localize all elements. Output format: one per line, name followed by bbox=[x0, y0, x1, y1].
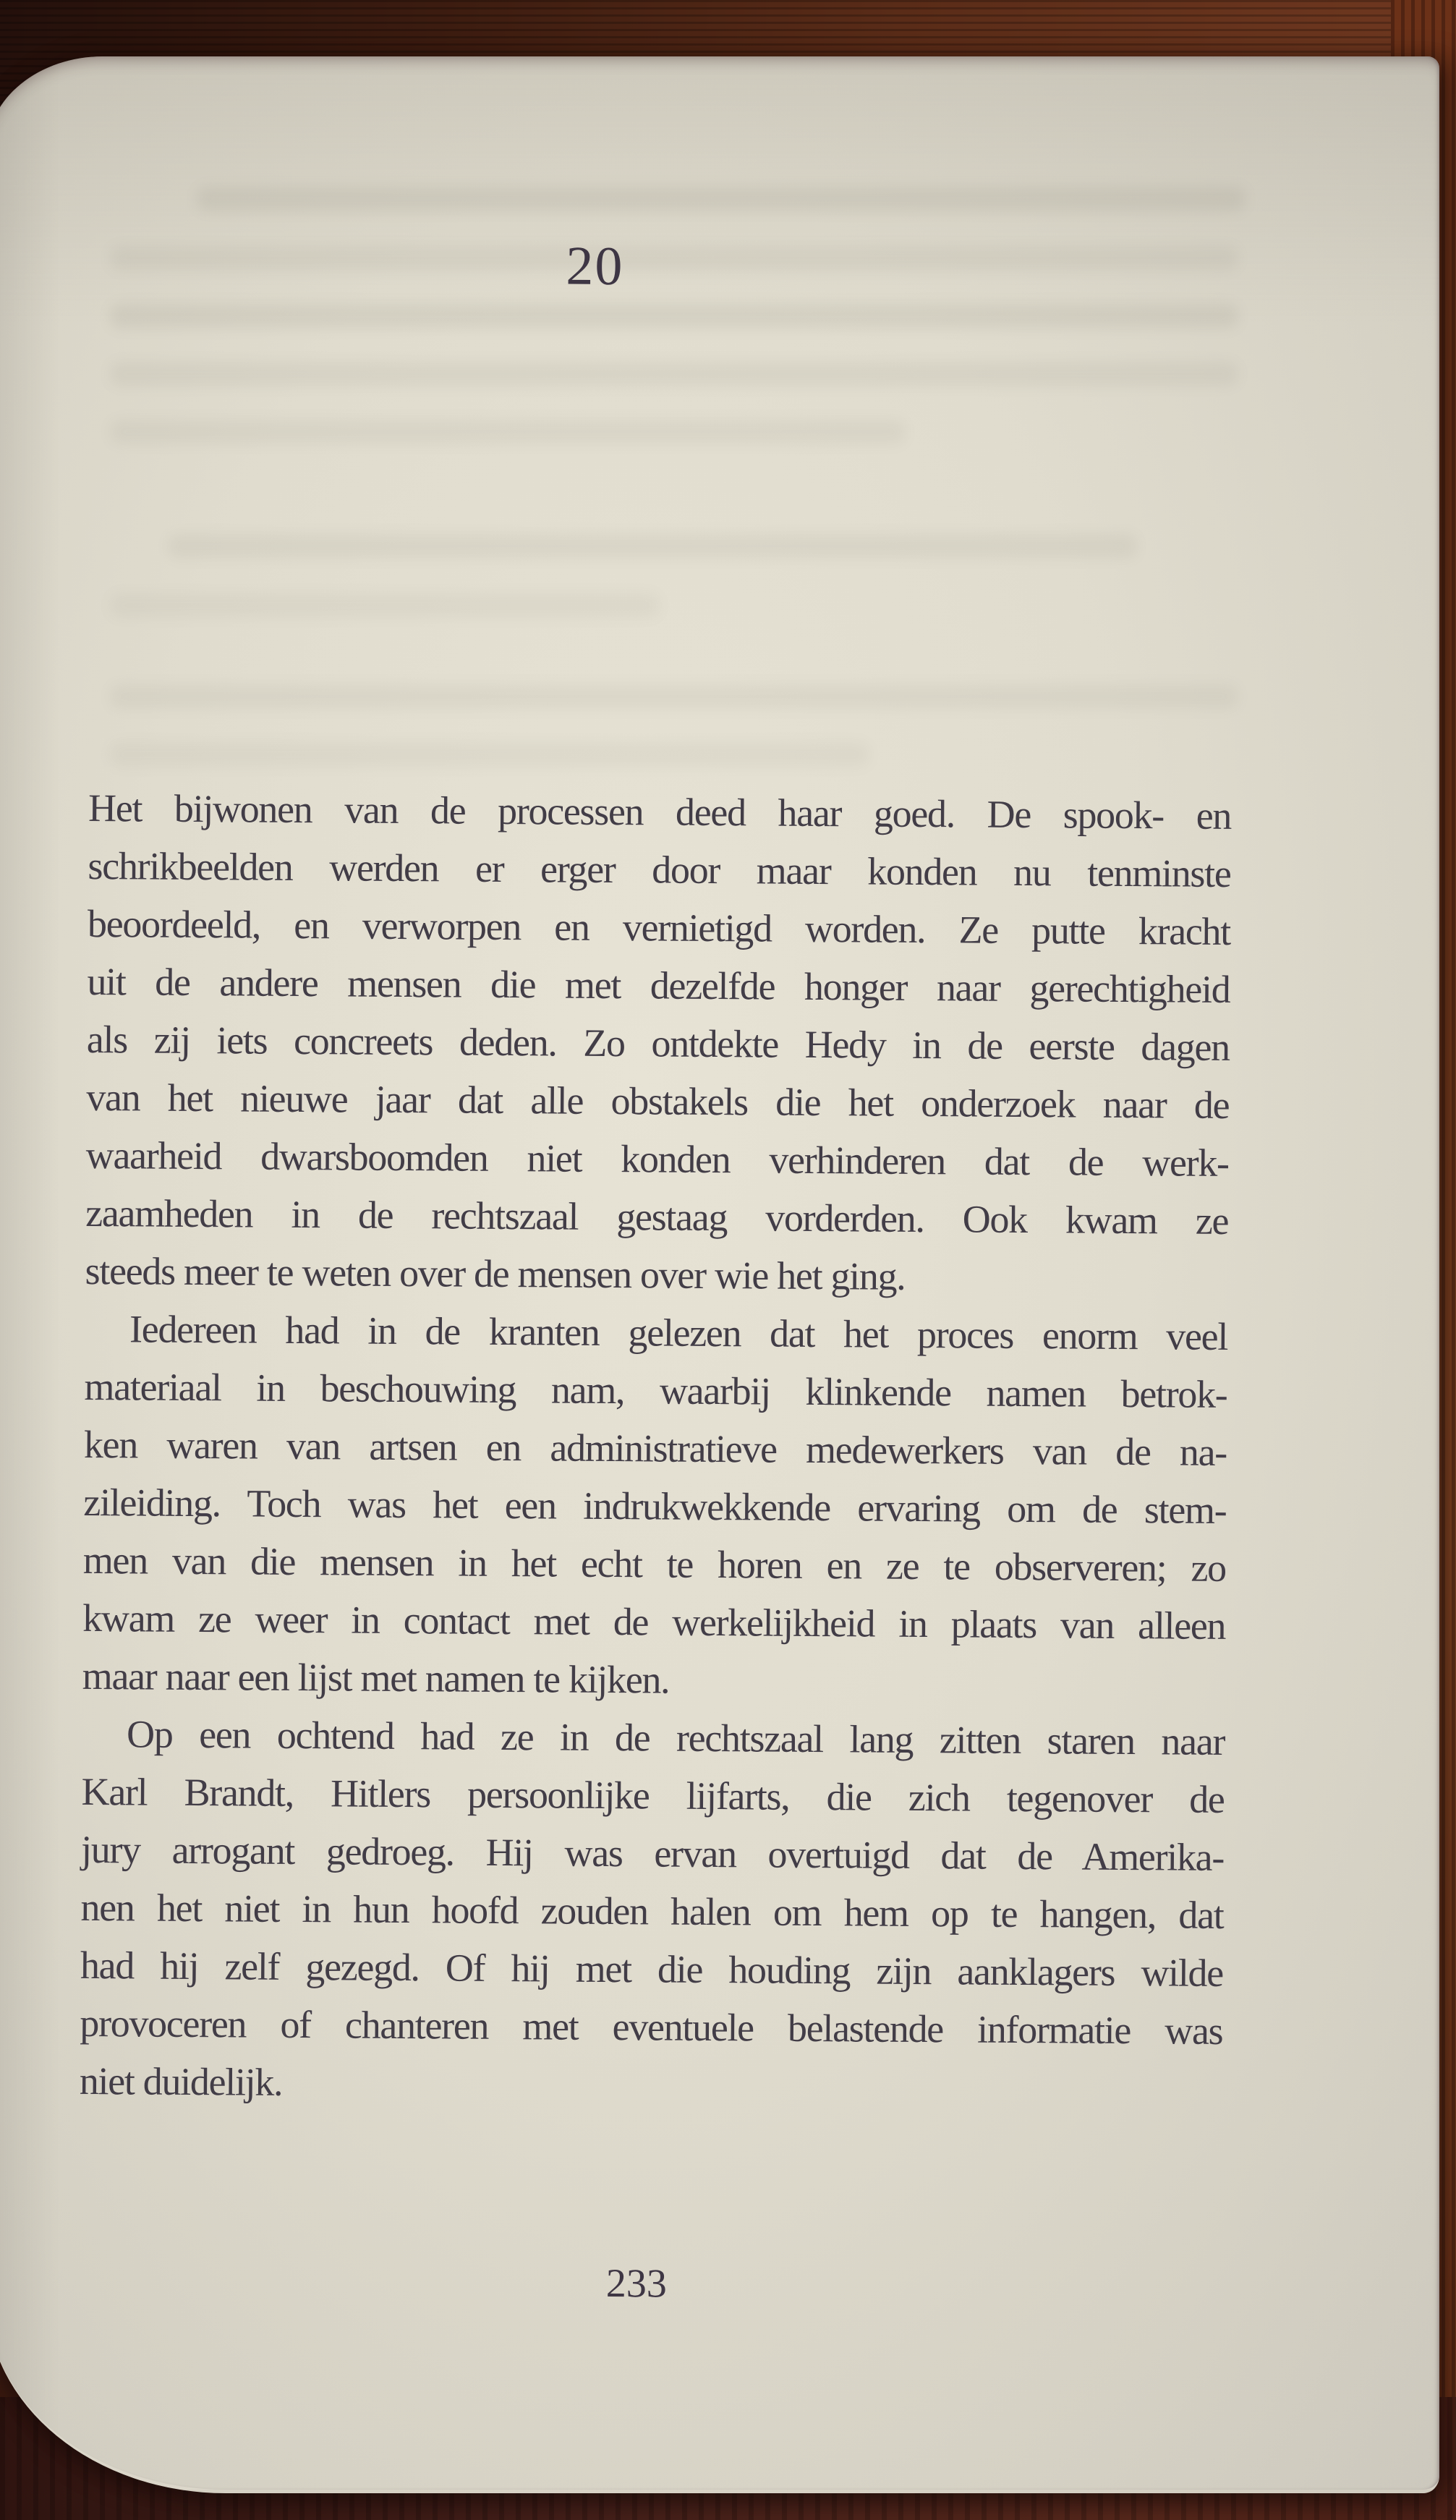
text-line: nen het niet in hun hoofd zouden halen om hem op te hangen, dat bbox=[80, 1885, 1224, 1937]
text-line: niet duidelijk. bbox=[79, 2059, 283, 2104]
text-line: Het bijwonen van de processen deed haar goed. De spook- en bbox=[88, 786, 1232, 838]
page-number: 233 bbox=[605, 2261, 668, 2307]
book-page bbox=[0, 56, 1439, 2493]
text-line: maar naar een lijst met namen te kijken. bbox=[82, 1653, 670, 1702]
page-content bbox=[0, 51, 1446, 2495]
text-line: materiaal in beschouwing nam, waarbij klinkende namen betrok- bbox=[84, 1364, 1227, 1416]
text-line: beoordeeld, en verworpen en vernietigd worden. Ze putte kracht bbox=[87, 901, 1231, 953]
text-line: had hij zelf gezegd. Of hij met die houding zijn aanklagers wilde bbox=[80, 1943, 1224, 1995]
chapter-number: 20 bbox=[566, 235, 624, 297]
text-line: schrikbeelden werden er erger door maar konden nu tenminste bbox=[88, 843, 1231, 895]
text-line: jury arrogant gedroeg. Hij was ervan overtuigd dat de Amerika- bbox=[80, 1827, 1225, 1879]
text-line: van het nieuwe jaar dat alle obstakels die het onderzoek naar de bbox=[86, 1075, 1230, 1127]
text-line: ken waren van artsen en administratieve medewerkers van de na- bbox=[83, 1422, 1227, 1474]
text-line: waarheid dwarsboomden niet konden verhinderen dat de werk- bbox=[85, 1133, 1229, 1185]
text-line: Op een ochtend had ze in de rechtszaal lang zitten staren naar bbox=[126, 1712, 1225, 1763]
text-line: uit de andere mensen die met dezelfde honger naar gerechtigheid bbox=[87, 959, 1230, 1011]
text-line: men van die mensen in het echt te horen en ze te observeren; zo bbox=[82, 1538, 1227, 1590]
text-line: als zij iets concreets deden. Zo ontdekte Hedy in de eerste dagen bbox=[86, 1017, 1230, 1069]
text-line: zileiding. Toch was het een indrukwekkende ervaring om de stem- bbox=[83, 1480, 1227, 1532]
body-text bbox=[80, 779, 1232, 2118]
text-line: Iedereen had in de kranten gelezen dat het proces enorm veel bbox=[129, 1307, 1228, 1358]
text-line: kwam ze weer in contact met de werkelijkheid in plaats van alleen bbox=[82, 1596, 1226, 1648]
text-line: provoceren of chanteren met eventuele belastende informatie was bbox=[80, 2001, 1223, 2053]
text-line: zaamheden in de rechtszaal gestaag vorderden. Ook kwam ze bbox=[85, 1191, 1229, 1243]
text-line: steeds meer te weten over de mensen over wie het ging. bbox=[85, 1248, 906, 1298]
text-line: Karl Brandt, Hitlers persoonlijke lijfarts, die zich tegenover de bbox=[81, 1769, 1225, 1821]
